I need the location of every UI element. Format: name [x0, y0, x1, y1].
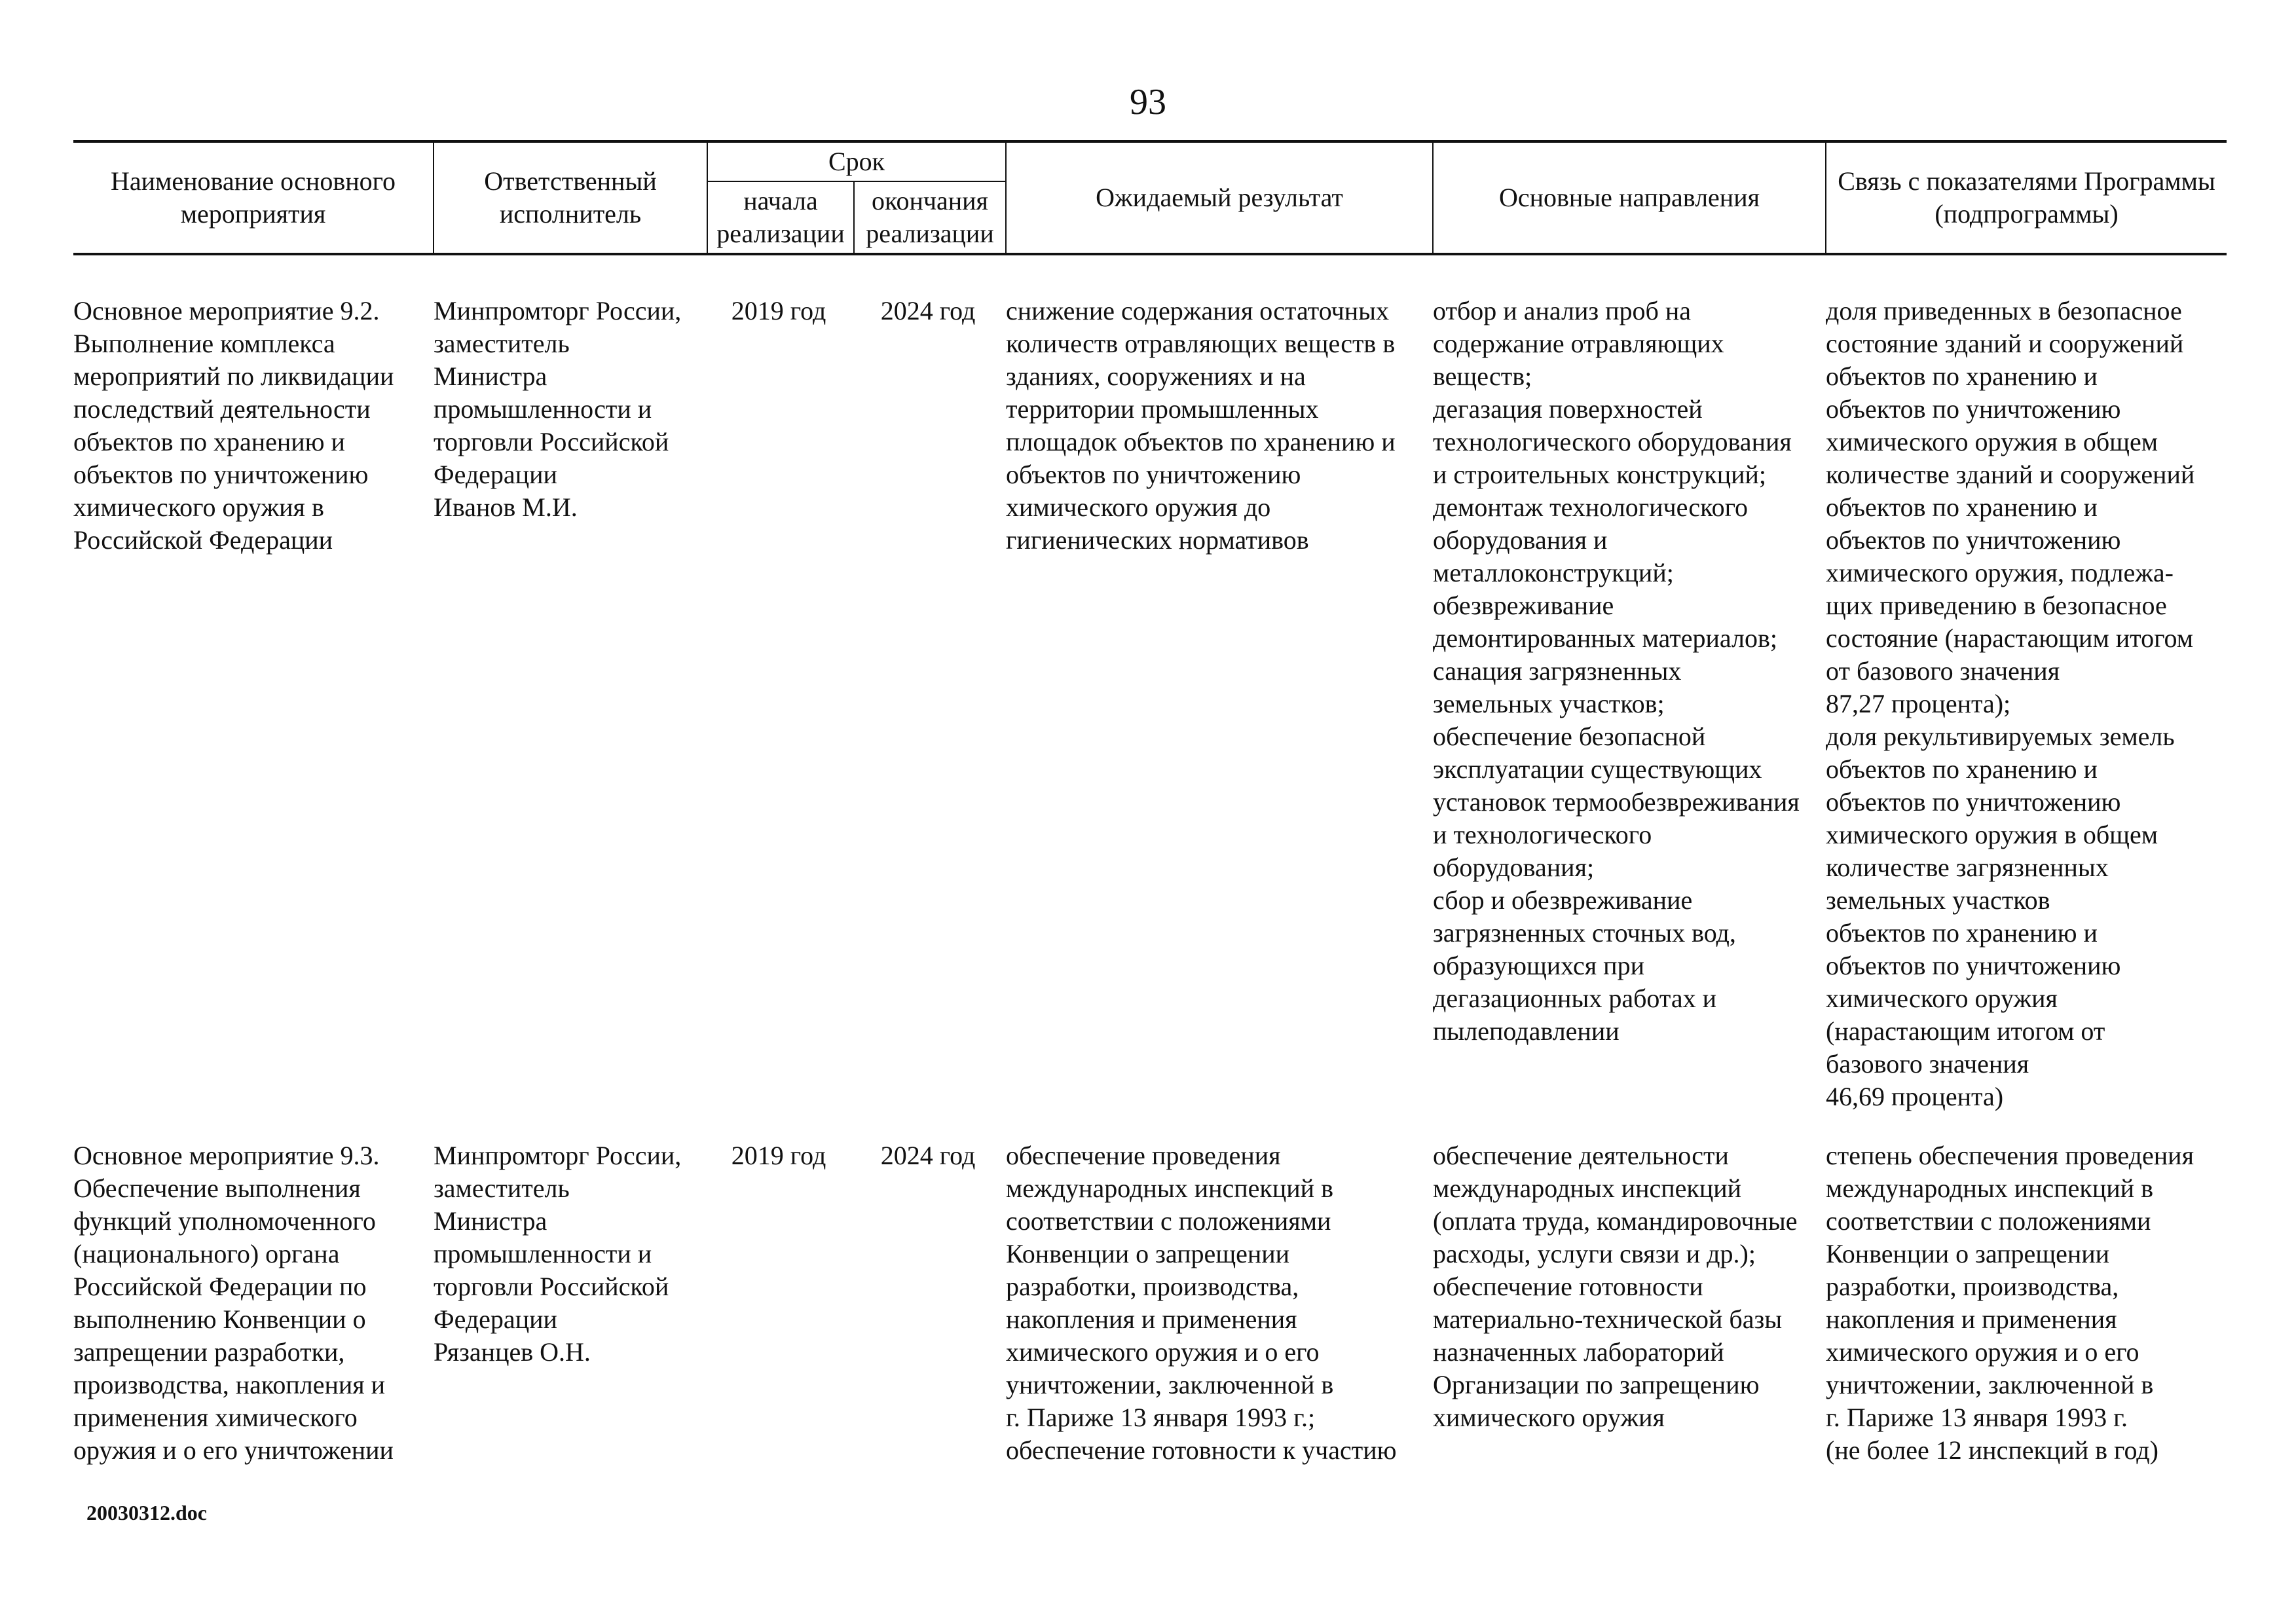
table-header — [73, 141, 2227, 254]
footer-filename: 20030312.doc — [86, 1501, 207, 1524]
cell-start: 2019 год — [731, 296, 826, 325]
measures-table — [73, 140, 2227, 1467]
cell-result: снижение содержания остаточных количеств отравляющих веществ в зданиях, сооружениях и на территории промышленных площадок объектов по хранению и объектов по уничтожению химического оружия до гигиенических нормативов — [1006, 296, 1396, 555]
cell-executor: Минпромторг России, заместитель Министра промышленности и торговли Российской Федерации Иванов М.И. — [434, 296, 682, 522]
cell-executor: Минпромторг России, заместитель Министра промышленности и торговли Российской Федерации Рязанцев О.Н. — [434, 1141, 682, 1367]
header-directions: Основные направления — [1433, 141, 1826, 254]
header-result: Ожидаемый результат — [1006, 141, 1433, 254]
table-row — [73, 254, 2227, 1113]
header-name: Наименование основного мероприятия — [73, 141, 434, 254]
cell-end: 2024 год — [880, 1141, 976, 1170]
cell-name: Основное мероприятие 9.3. Обеспечение выполнения функций уполномоченного (национального) органа Российской Федерации по выполнению Конвенции о запрещении разработки, производства, накопления и применения химического оружия и о его уничтожении — [73, 1141, 394, 1465]
cell-directions: отбор и анализ проб на содержание отравляющих веществ; дегазация поверхностей технологического оборудования и строительных конструкций; демонтаж технологического оборудования и металлоконструкций; обезвреживание демонтированных материалов; санация загрязненных земельных участков; обеспечение безопасной эксплуатации существующих установок термообезвреживания и технологического оборудования; сбор и обезвреживание загрязненных сточных вод, образующихся при дегазационных работах и пылеподавлении — [1433, 296, 1800, 1046]
cell-link: степень обеспечения проведения международных инспекций в соответствии с положениями Конвенции о запрещении разработки, производства, накопления и применения химического оружия и о его уничтожении, заключенной в г. Париже 13 января 1993 г. (не более 12 инспекций в год) — [1826, 1141, 2194, 1465]
table-row — [73, 1113, 2227, 1467]
cell-name: Основное мероприятие 9.2. Выполнение комплекса мероприятий по ликвидации последствий деятельности объектов по хранению и объектов по уничтожению химического оружия в Российской Федерации — [73, 296, 394, 555]
cell-link: доля приведенных в безопасное состояние зданий и сооружений объектов по хранению и объектов по уничтожению химического оружия в общем количестве зданий и сооружений объектов по хранению и объектов по уничтожению химического оружия, подлежа- щих приведению в безопасное состояние (нарастающим итогом от базового значения 87,27 процента); доля рекультивируемых земель объектов по хранению и объектов по уничтожению химического оружия в общем количестве загрязненных земельных участков объектов по хранению и объектов по уничтожению химического оружия (нарастающим итогом от базового значения 46,69 процента) — [1826, 296, 2195, 1111]
header-link: Связь с показателями Программы (подпрограммы) — [1826, 141, 2227, 254]
cell-result: обеспечение проведения международных инспекций в соответствии с положениями Конвенции о запрещении разработки, производства, накопления и применения химического оружия и о его уничтожении, заключенной в г. Париже 13 января 1993 г.; обеспечение готовности к участию — [1006, 1141, 1397, 1465]
header-term-start: начала реализации — [707, 181, 854, 254]
cell-end: 2024 год — [880, 296, 976, 325]
header-term: Срок — [707, 141, 1006, 181]
cell-directions: обеспечение деятельности международных инспекций (оплата труда, командировочные расходы, услуги связи и др.); обеспечение готовности материально-технической базы назначенных лабораторий Организации по запрещению химического оружия — [1433, 1141, 1798, 1432]
header-executor: Ответственный исполнитель — [434, 141, 707, 254]
header-term-end: окончания реализации — [854, 181, 1006, 254]
page-number: 93 — [1130, 82, 1166, 122]
cell-start: 2019 год — [731, 1141, 826, 1170]
